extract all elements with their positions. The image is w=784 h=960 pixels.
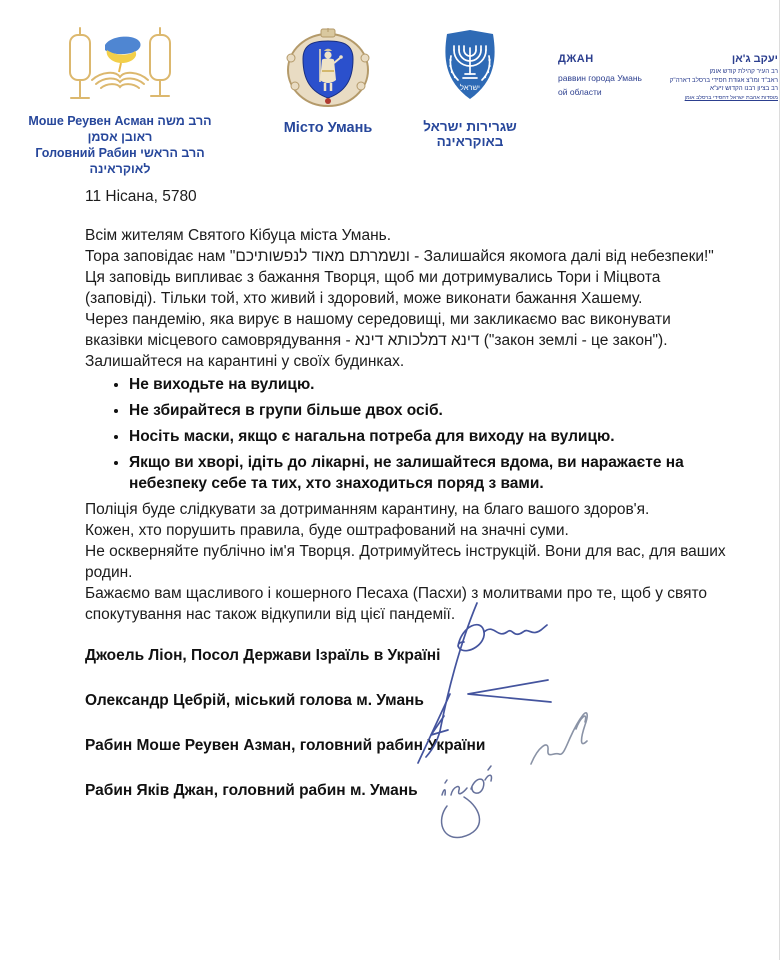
signatories [85, 645, 729, 801]
paragraph-pesach: Бажаємо вам щасливого і кошерного Песаха (Пасхи) з молитвами про те, щоб у свято спокутування нас також відкупили від цієї пандемії. [85, 585, 708, 623]
djan-name-cyr: ДЖАН [558, 53, 594, 65]
djan-title-heb-3: רב בציון רבנו הקדוש זיע"א [709, 85, 778, 93]
djan-title-cyr-1: раввин города Умань [558, 73, 642, 83]
signatory-moshe-reuven-azman: Рабин Моше Реувен Азман, головний рабин України [85, 737, 486, 754]
paragraph-torah: Тора заповідає нам "ונשמרתם מאוד לנפשותיכם - Залишайся якомога далі від небезпеки!" Ця заповідь випливає з бажання Творця, щоб ми дотримувались Тори і Міцвота (заповіді). Тільки той, хто живий і здоровий, може виконати бажання Хашему. [85, 248, 714, 307]
rule-item: • Не збирайтеся в групи більше двох осіб. [129, 400, 729, 421]
rule-item: • Не виходьте на вулицю. [129, 374, 729, 395]
uman-caption: Місто Умань [283, 120, 373, 136]
asman-caption-line2: Головний Рабин הרב הראשי לאוקראינה [35, 146, 205, 176]
rule-item: • Якщо ви хворі, ідіть до лікарні, не залишайтеся вдома, ви наражаєте на небезпеку себе та тих, хто знаходиться поряд з вами. [129, 452, 729, 494]
letter-body [85, 186, 729, 825]
paragraph-fine: Кожен, хто порушить правила, буде оштрафований на значні суми. [85, 522, 569, 539]
djan-letterhead-cyrillic [558, 53, 654, 102]
rule-item: • Носіть маски, якщо є нагальна потреба для виходу на вулицю. [129, 426, 729, 447]
djan-title-heb-2: ראב"ד ומו"צ אגודת חסידי ברסלב דארה"ק [669, 76, 778, 84]
djan-title-heb-1: רב העיר קהילת קודש אומן [709, 68, 778, 75]
salutation: Всім жителям Святого Кібуца міста Умань. [85, 227, 392, 244]
israel-embassy-caption: שגרירות ישראל באוקראינה [423, 119, 517, 149]
asman-caption-line1: Моше Реувен Асман הרב משה ראובן אסמן [28, 114, 212, 144]
signatory-oleksandr-tsebriy: Олександр Цебрій, міський голова м. Умань [85, 692, 424, 709]
uman-coat-of-arms-icon [281, 97, 375, 114]
paragraph-pandemic: Через пандемію, яка вирує в нашому середовищі, ми закликаємо вас виконувати вказівки місцевого самоврядування - דינא דמלכותא דינא ("закон землі - це закон"). Залишайтеся на карантині у своїх будинках. [85, 311, 671, 370]
israel-state-emblem-icon [438, 83, 502, 106]
paragraph-name-of-creator: Не оскверняйте публічно ім'я Творця. Дотримуйтесь інструкцій. Вони для вас, для ваших родин. [85, 543, 726, 581]
djan-name-heb: יעקב ג'אן [731, 53, 778, 65]
djan-letterhead-hebrew [660, 53, 778, 102]
page-edge-line [779, 0, 780, 960]
signatory-joel-lion: Джоель Ліон, Посол Держави Ізраїль в Україні [85, 647, 441, 664]
quarantine-rules-list [85, 374, 729, 494]
djan-title-cyr-2: ой области [558, 87, 602, 97]
svg-text:ישראל: ישראל [460, 83, 480, 92]
paragraph-police: Поліція буде слідкувати за дотриманням карантину, на благо вашого здоров'я. [85, 501, 650, 518]
israel-embassy-letterhead [396, 28, 544, 149]
uman-city-letterhead [276, 28, 380, 136]
djan-title-heb-4: מוסדות אהבת ישראל דחסידי ברסלב אומן [684, 94, 778, 101]
djan-letterhead [558, 53, 778, 102]
asman-letterhead [14, 26, 226, 177]
letter-date: 11 Нісана, 5780 [85, 188, 197, 205]
torah-scroll-icon [60, 91, 180, 108]
signatory-yakiv-djan: Рабин Яків Джан, головний рабин м. Умань [85, 782, 418, 799]
